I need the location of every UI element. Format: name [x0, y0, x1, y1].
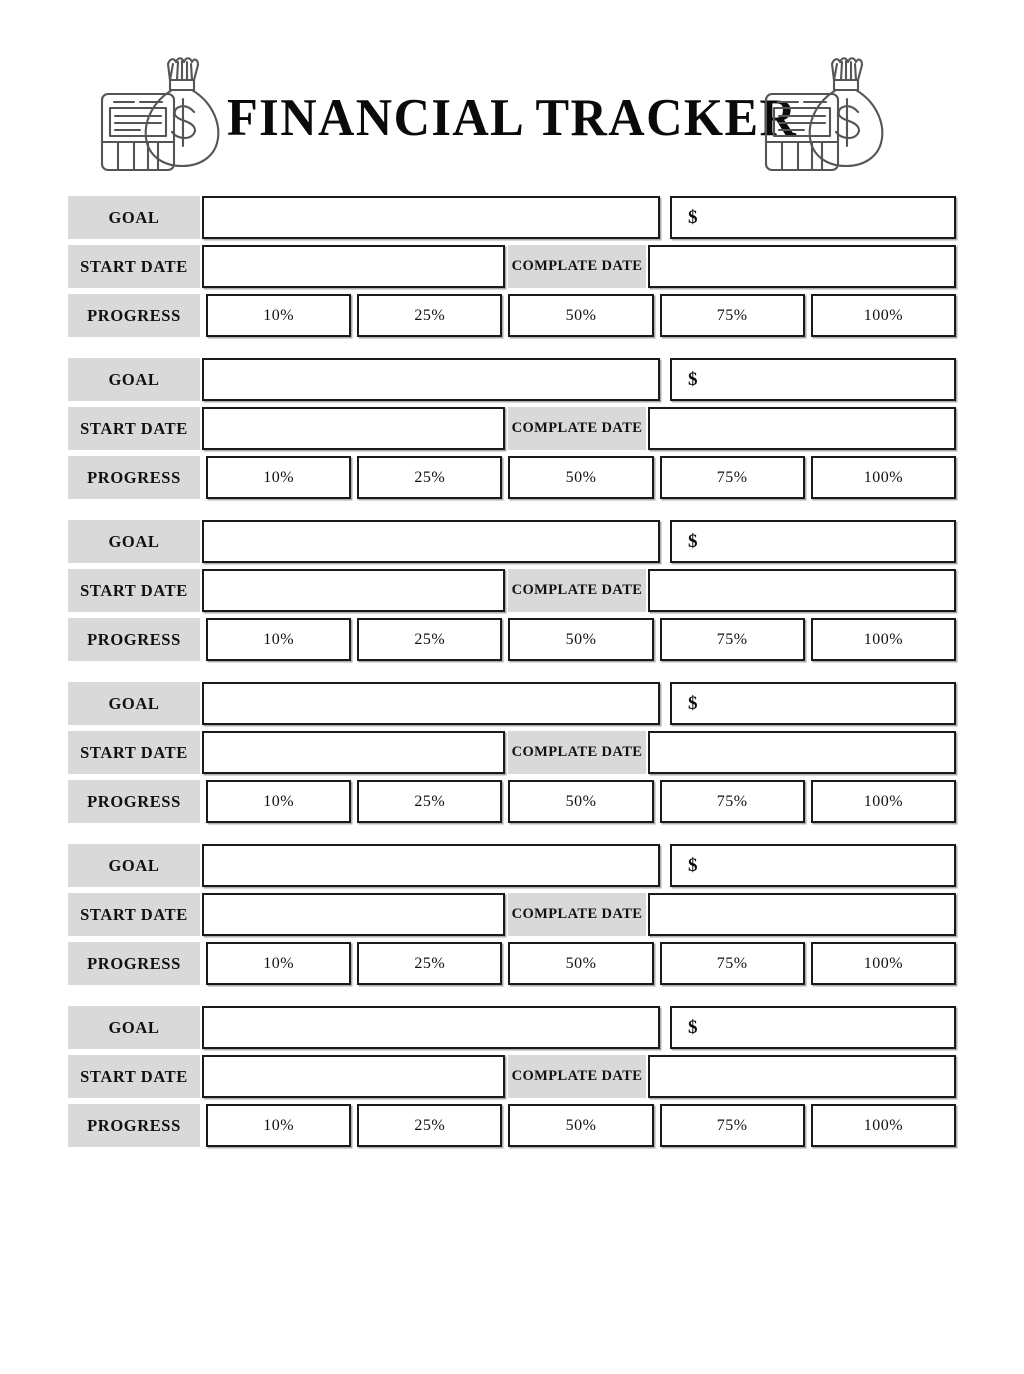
goal-block-5	[68, 844, 956, 985]
progress-row	[68, 1104, 956, 1147]
progress-option-25[interactable]: 25%	[357, 456, 502, 499]
start-date-input[interactable]	[202, 569, 505, 612]
progress-option-75[interactable]: 75%	[660, 456, 805, 499]
goal-amount-input[interactable]	[670, 1006, 956, 1049]
goal-label: GOAL	[68, 196, 200, 239]
progress-label: PROGRESS	[68, 456, 200, 499]
start-date-label: START DATE	[68, 1055, 200, 1098]
progress-row	[68, 780, 956, 823]
start-date-label: START DATE	[68, 893, 200, 936]
goal-block-6	[68, 1006, 956, 1147]
progress-option-100[interactable]: 100%	[811, 1104, 956, 1147]
date-row	[68, 407, 956, 450]
progress-option-75[interactable]: 75%	[660, 294, 805, 337]
progress-option-75[interactable]: 75%	[660, 780, 805, 823]
financial-tracker-page	[0, 48, 1024, 1374]
start-date-label: START DATE	[68, 569, 200, 612]
progress-option-25[interactable]: 25%	[357, 942, 502, 985]
complete-date-input[interactable]	[648, 245, 956, 288]
progress-option-50[interactable]: 50%	[508, 942, 653, 985]
goal-label: GOAL	[68, 1006, 200, 1049]
complete-date-label: COMPLATE DATE	[508, 569, 646, 612]
goal-label: GOAL	[68, 844, 200, 887]
progress-option-75[interactable]: 75%	[660, 1104, 805, 1147]
date-row	[68, 245, 956, 288]
goal-label: GOAL	[68, 358, 200, 401]
start-date-label: START DATE	[68, 407, 200, 450]
start-date-input[interactable]	[202, 731, 505, 774]
complete-date-input[interactable]	[648, 569, 956, 612]
goal-row	[68, 358, 956, 401]
progress-option-25[interactable]: 25%	[357, 1104, 502, 1147]
progress-option-50[interactable]: 50%	[508, 780, 653, 823]
goal-label: GOAL	[68, 682, 200, 725]
complete-date-label: COMPLATE DATE	[508, 407, 646, 450]
goal-row	[68, 520, 956, 563]
date-row	[68, 731, 956, 774]
progress-option-10[interactable]: 10%	[206, 780, 351, 823]
goal-amount-input[interactable]	[670, 682, 956, 725]
progress-option-100[interactable]: 100%	[811, 294, 956, 337]
progress-option-75[interactable]: 75%	[660, 942, 805, 985]
progress-option-10[interactable]: 10%	[206, 942, 351, 985]
currency-symbol: $	[688, 1017, 698, 1038]
start-date-label: START DATE	[68, 245, 200, 288]
goal-row	[68, 196, 956, 239]
complete-date-input[interactable]	[648, 893, 956, 936]
progress-option-25[interactable]: 25%	[357, 294, 502, 337]
goal-name-input[interactable]	[202, 358, 660, 401]
currency-symbol: $	[688, 369, 698, 390]
goal-row	[68, 682, 956, 725]
goal-block-3	[68, 520, 956, 661]
complete-date-label: COMPLATE DATE	[508, 893, 646, 936]
goal-row	[68, 1006, 956, 1049]
start-date-label: START DATE	[68, 731, 200, 774]
complete-date-input[interactable]	[648, 1055, 956, 1098]
progress-label: PROGRESS	[68, 1104, 200, 1147]
goal-row	[68, 844, 956, 887]
goal-block-2	[68, 358, 956, 499]
date-row	[68, 893, 956, 936]
progress-option-75[interactable]: 75%	[660, 618, 805, 661]
progress-label: PROGRESS	[68, 780, 200, 823]
progress-option-50[interactable]: 50%	[508, 1104, 653, 1147]
start-date-input[interactable]	[202, 893, 505, 936]
complete-date-label: COMPLATE DATE	[508, 1055, 646, 1098]
money-bag-banknotes-icon	[754, 50, 894, 182]
progress-option-50[interactable]: 50%	[508, 294, 653, 337]
currency-symbol: $	[688, 207, 698, 228]
progress-option-100[interactable]: 100%	[811, 780, 956, 823]
progress-row	[68, 456, 956, 499]
progress-option-100[interactable]: 100%	[811, 456, 956, 499]
complete-date-label: COMPLATE DATE	[508, 245, 646, 288]
progress-option-100[interactable]: 100%	[811, 618, 956, 661]
goal-name-input[interactable]	[202, 682, 660, 725]
currency-symbol: $	[688, 531, 698, 552]
progress-label: PROGRESS	[68, 294, 200, 337]
goal-label: GOAL	[68, 520, 200, 563]
progress-row	[68, 294, 956, 337]
goal-name-input[interactable]	[202, 844, 660, 887]
page-header	[68, 48, 956, 188]
goal-amount-input[interactable]	[670, 358, 956, 401]
start-date-input[interactable]	[202, 407, 505, 450]
goal-blocks-container	[68, 196, 956, 1147]
goal-amount-input[interactable]	[670, 196, 956, 239]
goal-name-input[interactable]	[202, 1006, 660, 1049]
progress-option-10[interactable]: 10%	[206, 294, 351, 337]
progress-option-10[interactable]: 10%	[206, 618, 351, 661]
progress-label: PROGRESS	[68, 618, 200, 661]
money-bag-banknotes-icon	[90, 50, 230, 182]
progress-option-10[interactable]: 10%	[206, 1104, 351, 1147]
progress-label: PROGRESS	[68, 942, 200, 985]
goal-block-4	[68, 682, 956, 823]
complete-date-label: COMPLATE DATE	[508, 731, 646, 774]
currency-symbol: $	[688, 855, 698, 876]
progress-option-50[interactable]: 50%	[508, 456, 653, 499]
progress-option-10[interactable]: 10%	[206, 456, 351, 499]
start-date-input[interactable]	[202, 245, 505, 288]
currency-symbol: $	[688, 693, 698, 714]
goal-amount-input[interactable]	[670, 520, 956, 563]
start-date-input[interactable]	[202, 1055, 505, 1098]
page-title: FINANCIAL TRACKER	[226, 88, 798, 147]
progress-option-50[interactable]: 50%	[508, 618, 653, 661]
progress-option-25[interactable]: 25%	[357, 780, 502, 823]
progress-option-100[interactable]: 100%	[811, 942, 956, 985]
date-row	[68, 1055, 956, 1098]
goal-amount-input[interactable]	[670, 844, 956, 887]
goal-name-input[interactable]	[202, 196, 660, 239]
progress-row	[68, 618, 956, 661]
progress-row	[68, 942, 956, 985]
goal-name-input[interactable]	[202, 520, 660, 563]
date-row	[68, 569, 956, 612]
complete-date-input[interactable]	[648, 407, 956, 450]
progress-option-25[interactable]: 25%	[357, 618, 502, 661]
complete-date-input[interactable]	[648, 731, 956, 774]
goal-block-1	[68, 196, 956, 337]
